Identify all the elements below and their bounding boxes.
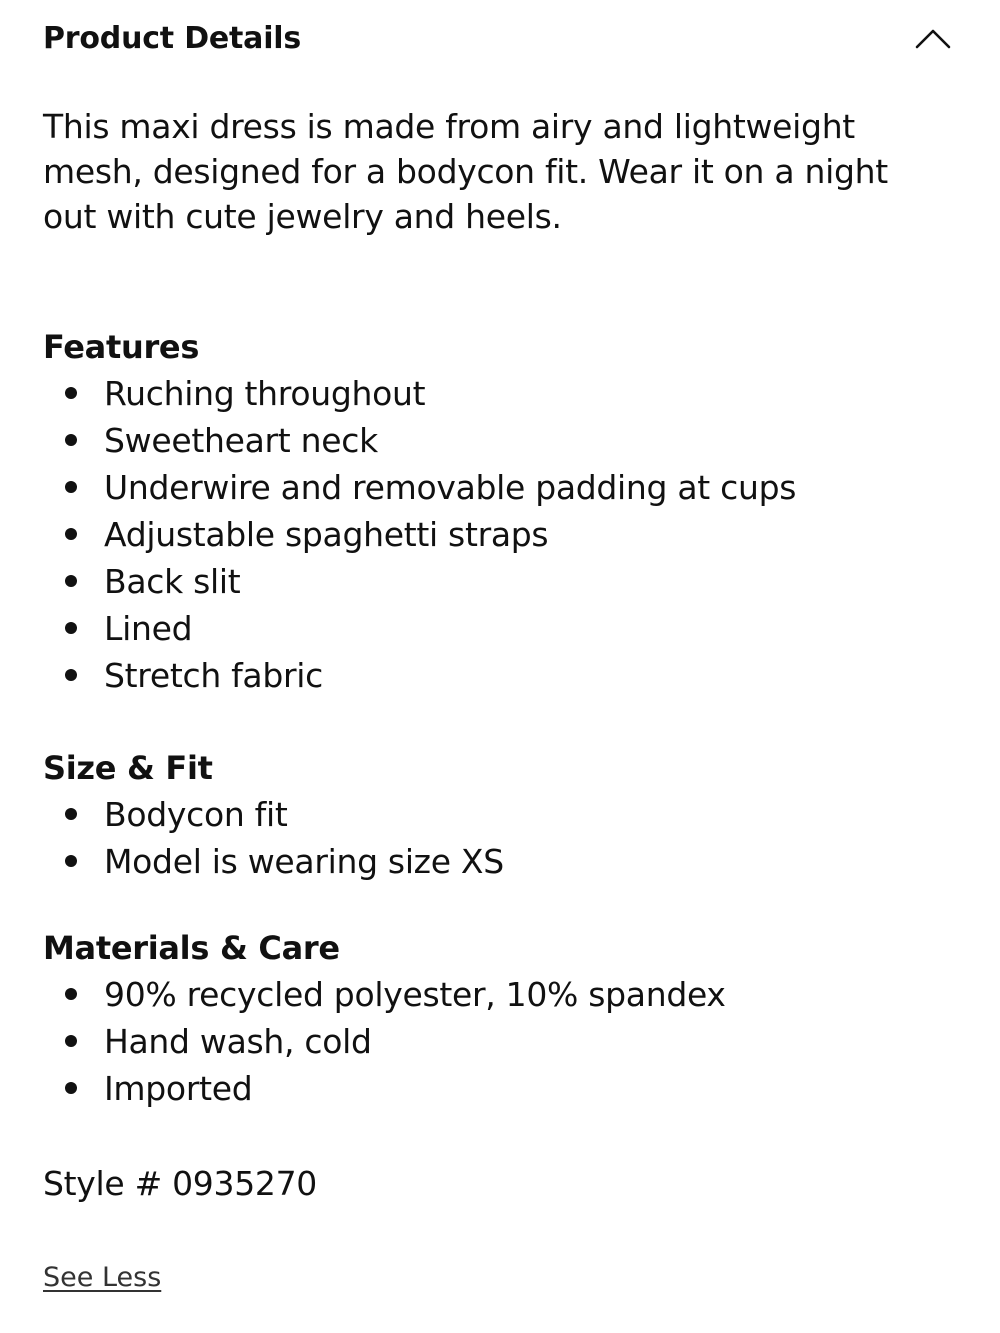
bullet-icon: [65, 622, 77, 634]
materials-care-section: [43, 925, 943, 1112]
bullet-icon: [65, 528, 77, 540]
materials-care-list: [43, 971, 943, 1112]
style-number: Style # 0935270: [43, 1164, 317, 1203]
bullet-icon: [65, 387, 77, 399]
size-fit-section: [43, 745, 943, 885]
bullet-icon: [65, 669, 77, 681]
list-item: Back slit: [43, 558, 943, 605]
list-item: Sweetheart neck: [43, 417, 943, 464]
features-section: [43, 324, 943, 699]
features-heading: Features: [43, 328, 200, 366]
product-details-content: [43, 104, 943, 1206]
list-item: Ruching throughout: [43, 370, 943, 417]
bullet-icon: [65, 855, 77, 867]
bullet-icon: [65, 1082, 77, 1094]
materials-care-heading: Materials & Care: [43, 929, 340, 967]
bullet-icon: [65, 1035, 77, 1047]
bullet-icon: [65, 481, 77, 493]
list-item: Imported: [43, 1065, 943, 1112]
list-item: Lined: [43, 605, 943, 652]
list-item: Underwire and removable padding at cups: [43, 464, 943, 511]
product-description: This maxi dress is made from airy and lightweight mesh, designed for a bodycon fit. Wear it on a night out with cute jewelry and heels.: [43, 107, 888, 236]
list-item: Adjustable spaghetti straps: [43, 511, 943, 558]
list-item: Stretch fabric: [43, 652, 943, 699]
bullet-icon: [65, 808, 77, 820]
chevron-up-icon[interactable]: [913, 18, 953, 58]
bullet-icon: [65, 575, 77, 587]
size-fit-list: [43, 791, 943, 885]
size-fit-heading: Size & Fit: [43, 749, 213, 787]
bullet-icon: [65, 988, 77, 1000]
see-less-link[interactable]: See Less: [43, 1262, 162, 1293]
list-item: Model is wearing size XS: [43, 838, 943, 885]
list-item: Hand wash, cold: [43, 1018, 943, 1065]
list-item: Bodycon fit: [43, 791, 943, 838]
features-list: [43, 370, 943, 699]
list-item: 90% recycled polyester, 10% spandex: [43, 971, 943, 1018]
product-details-title: Product Details: [43, 20, 302, 56]
product-details-header[interactable]: [43, 14, 953, 62]
bullet-icon: [65, 434, 77, 446]
